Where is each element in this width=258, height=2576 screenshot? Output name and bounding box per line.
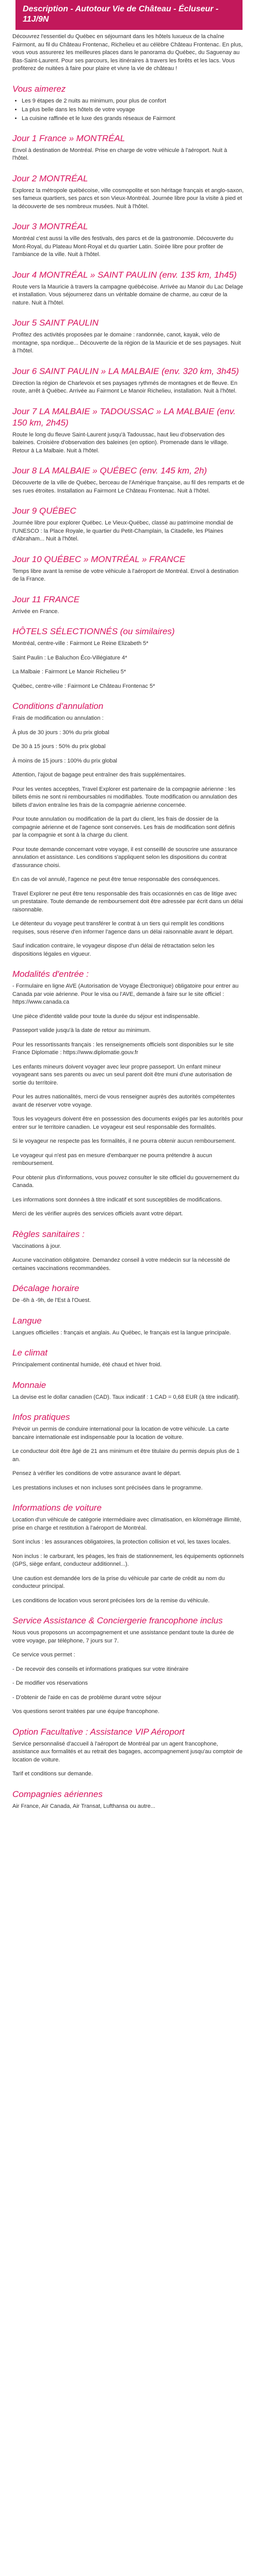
section-title: Jour 1 France » MONTRÉAL — [12, 133, 125, 143]
section-paragraph: - Formulaire en ligne AVE (Autorisation de Voyage Électronique) obligatoire pour entrer au Canada par voie aérienne. Pour le visa ou l'AVE, demande à faire sur le site officiel : https://www.canada.ca — [12, 983, 239, 1005]
section-paragraph: - De modifier vos réservations — [12, 1680, 88, 1686]
section-paragraph: De 30 à 15 jours : 50% du prix global — [12, 743, 106, 750]
section-paragraph: Vaccinations à jour. — [12, 1243, 61, 1249]
section-paragraph: Attention, l'ajout de bagage peut entraîner des frais supplémentaires. — [12, 772, 186, 778]
section-paragraph: Les enfants mineurs doivent voyager avec leur propre passeport. Un enfant mineur voyageant sans ses parents ou avec un seul parent doit être muni d'une autorisation de sortie du territoire. — [12, 1063, 232, 1086]
section-title: Monnaie — [12, 1380, 46, 1390]
section-paragraph: Le conducteur doit être âgé de 21 ans minimum et être titulaire du permis depuis plus de 1 an. — [12, 1448, 240, 1463]
section-paragraph: Merci de les vérifier auprès des services officiels avant votre départ. — [12, 1211, 183, 1217]
section-paragraph: Air France, Air Canada, Air Transat, Lufthansa ou autre... — [12, 1803, 155, 1809]
section-paragraph: - De recevoir des conseils et informations pratiques sur votre itinéraire — [12, 1666, 189, 1672]
section-title: Règles sanitaires : — [12, 1229, 85, 1239]
section-paragraph: Montréal, centre-ville : Fairmont Le Reine Elizabeth 5* — [12, 640, 149, 647]
section-paragraph: Québec, centre-ville : Fairmont Le Château Frontenac 5* — [12, 683, 155, 689]
section-title: Compagnies aériennes — [12, 1789, 103, 1799]
section-paragraph: Vos questions seront traitées par une équipe francophone. — [12, 1708, 159, 1715]
section-title: Jour 7 LA MALBAIE » TADOUSSAC » LA MALBAIE (env. 150 km, 2h45) — [12, 406, 236, 428]
header-title: Description - Autotour Vie de Château - Écluseur - 11J/9N — [23, 5, 219, 24]
section-paragraph: Les informations sont données à titre indicatif et sont susceptibles de modifications. — [12, 1196, 222, 1203]
section-title: Le climat — [12, 1348, 48, 1358]
section-paragraph: Explorez la métropole québécoise, ville cosmopolite et son héritage français et anglo-saxon, ses fameux quartiers, ses parcs et son Vieux-Montréal. Journée libre pour la visite à pied et la découverte de ses nombreux musées. Nuit à l'hôtel. — [12, 187, 244, 210]
section-paragraph: Le voyageur qui n'est pas en mesure d'embarquer ne pourra prétendre à aucun remboursement. — [12, 1152, 213, 1166]
section-paragraph: Montréal c'est aussi la ville des festivals, des parcs et de la gastronomie. Découverte du Mont-Royal, du Plateau Mont-Royal et du quartier Latin. Soirée libre pour profiter de l'ambiance de la ville. Nuit à l'hôtel. — [12, 235, 234, 258]
list-item: • Les 9 étapes de 2 nuits au minimum, pour plus de confort — [22, 97, 245, 105]
section-title: Conditions d'annulation — [12, 701, 104, 711]
section-paragraph: Langues officielles : français et anglais. Au Québec, le français est la langue principale. — [12, 1329, 231, 1336]
section-paragraph: Les prestations incluses et non incluses sont précisées dans le programme. — [12, 1484, 203, 1491]
section-paragraph: - D'obtenir de l'aide en cas de problème durant votre séjour — [12, 1694, 162, 1701]
section-title: Vous aimerez — [12, 83, 66, 94]
section-paragraph: La Malbaie : Fairmont Le Manoir Richelieu 5* — [12, 669, 126, 675]
section-paragraph: Travel Explorer ne peut être tenu responsable des frais occasionnés en cas de litige avec un prestataire. Toute demande de remboursement doit être adressée par écrit dans un délai raisonnable. — [12, 890, 243, 913]
section-paragraph: Direction la région de Charlevoix et ses paysages rythmés de montagnes et de fleuve. En route, arrêt à Québec. Arrivée au Fairmont Le Manoir Richelieu, installation. Nuit à l'hôtel. — [12, 380, 237, 394]
list-item: • La cuisine raffinée et le luxe des grands réseaux de Fairmont — [22, 115, 245, 123]
section-paragraph: Frais de modification ou annulation : — [12, 715, 104, 721]
section-paragraph: Pour les ventes acceptées, Travel Explorer est partenaire de la compagnie aérienne : les billets émis ne sont ni remboursables ni modifiables. Toute modification ou annulation des billets d'avion entraîne les frais de la compagnie aérienne concernée. — [12, 786, 237, 808]
section-paragraph: À moins de 15 jours : 100% du prix global — [12, 757, 118, 764]
section-title: Jour 10 QUÉBEC » MONTRÉAL » FRANCE — [12, 554, 186, 564]
section-paragraph: Tous les voyageurs doivent être en possession des documents exigés par les autorités pour entrer sur le territoire canadien. Le voyageur est seul responsable des formalités. — [12, 1116, 243, 1130]
section-paragraph: Pour obtenir plus d'informations, vous pouvez consulter le site officiel du gouvernement du Canada. — [12, 1174, 239, 1189]
section-paragraph: Journée libre pour explorer Québec. Le Vieux-Québec, classé au patrimoine mondial de l'UNESCO : la Place Royale, le quartier du Petit-Champlain, la Citadelle, les Plaines d'Abraham... Nuit à l'hôtel. — [12, 520, 233, 542]
section-paragraph: Pour les autres nationalités, merci de vous renseigner auprès des autorités compétentes avant de réserver votre voyage. — [12, 1094, 235, 1108]
section-title: Service Assistance & Conciergerie francophone inclus — [12, 1616, 223, 1625]
section-paragraph: Principalement continental humide, été chaud et hiver froid. — [12, 1362, 162, 1368]
section-title: Infos pratiques — [12, 1412, 70, 1422]
section-paragraph: Pour toute demande concernant votre voyage, il est conseillé de souscrire une assurance annulation et assistance. Les conditions s'appliquent selon les dispositions du contrat d'assurance choisi. — [12, 846, 237, 869]
section-title: Décalage horaire — [12, 1283, 79, 1293]
section-title: Informations de voiture — [12, 1503, 102, 1513]
section-title: Jour 8 LA MALBAIE » QUÉBEC (env. 145 km, 2h) — [12, 466, 207, 476]
section-title: Langue — [12, 1315, 42, 1326]
section-paragraph: Temps libre avant la remise de votre véhicule à l'aéroport de Montréal. Envol à destination de la France. — [12, 568, 239, 582]
section-title: Jour 5 SAINT PAULIN — [12, 318, 99, 328]
section-paragraph: Ce service vous permet : — [12, 1652, 75, 1658]
section-paragraph: Une caution est demandée lors de la prise du véhicule par carte de crédit au nom du conducteur principal. — [12, 1575, 225, 1589]
section-paragraph: Découverte de la ville de Québec, berceau de l'Amérique française, au fil des remparts et de ses rues étroites. Installation au Fairmont Le Château Frontenac. Nuit à l'hôtel. — [12, 480, 245, 494]
section-paragraph: Profitez des activités proposées par le domaine : randonnée, canot, kayak, vélo de montagne, spa nordique... Découverte de la région de la Mauricie et de ses paysages. Nuit à l'hôtel. — [12, 332, 241, 354]
section-title: Jour 2 MONTRÉAL — [12, 173, 88, 183]
section-paragraph: Saint Paulin : Le Baluchon Éco-Villégiature 4* — [12, 654, 127, 661]
page-header — [15, 0, 243, 30]
section-title: Jour 6 SAINT PAULIN » LA MALBAIE (env. 320 km, 3h45) — [12, 366, 239, 376]
section-paragraph: Route vers la Mauricie à travers la campagne québécoise. Arrivée au Manoir du Lac Delage et installation. Vous séjournerez dans un véritable domaine de charme, au cœur de la nature. Nuit à l'hôtel. — [12, 283, 243, 306]
section-paragraph: Pensez à vérifier les conditions de votre assurance avant le départ. — [12, 1470, 182, 1477]
section-title: Jour 3 MONTRÉAL — [12, 222, 88, 231]
section-paragraph: Sont inclus : les assurances obligatoires, la protection collision et vol, les taxes locales. — [12, 1539, 231, 1545]
section-paragraph: Arrivée en France. — [12, 608, 59, 615]
section-paragraph: De -6h à -9h, de l'Est à l'Ouest. — [12, 1297, 91, 1303]
section-title: Jour 4 MONTRÉAL » SAINT PAULIN (env. 135 km, 1h45) — [12, 269, 237, 280]
section-paragraph: Non inclus : le carburant, les péages, les frais de stationnement, les équipements optionnels (GPS, siège enfant, conducteur additionnel...). — [12, 1553, 244, 1567]
section-paragraph: Prévoir un permis de conduire international pour la location de votre véhicule. La carte bancaire internationale est indispensable pour la location de voiture. — [12, 1426, 229, 1440]
section-paragraph: Si le voyageur ne respecte pas les formalités, il ne pourra obtenir aucun remboursement. — [12, 1138, 236, 1144]
section-paragraph: Nous vous proposons un accompagnement et une assistance pendant toute la durée de votre voyage, par téléphone, 7 jours sur 7. — [12, 1630, 234, 1644]
section-paragraph: La devise est le dollar canadien (CAD). Taux indicatif : 1 CAD = 0,68 EUR (à titre indicatif). — [12, 1394, 240, 1400]
section-paragraph: Les conditions de location vous seront précisées lors de la remise du véhicule. — [12, 1597, 210, 1604]
section-title: Jour 9 QUÉBEC — [12, 506, 76, 516]
section-paragraph: Aucune vaccination obligatoire. Demandez conseil à votre médecin sur la nécessité de certaines vaccinations recommandées. — [12, 1257, 230, 1272]
section-paragraph: Le détenteur du voyage peut transférer le contrat à un tiers qui remplit les conditions requises, sous réserve d'en informer l'agence dans un délai raisonnable avant le départ. — [12, 921, 234, 935]
section-title: Jour 11 FRANCE — [12, 594, 80, 604]
section-paragraph: Une pièce d'identité valide pour toute la durée du séjour est indispensable. — [12, 1013, 200, 1020]
list-item: • La plus belle dans les hôtels de votre voyage — [22, 106, 245, 114]
section-paragraph: Découvrez l'essentiel du Québec en séjournant dans les hôtels luxueux de la chaîne Fairmont, au fil du Château Frontenac, Richelieu et au célèbre Château Frontenac. En plus, vous vous assurerez les meilleures places dans le panorama du Québec, du Saguenay au Bas-Saint-Laurent. Pour ses parcours, les itinéraires à travers les forêts et les lacs. Vous profiterez de nuitées à faire pour plaire et vivre la vie de château ! — [12, 33, 243, 72]
section-paragraph: À plus de 30 jours : 30% du prix global — [12, 729, 109, 736]
section-paragraph: Location d'un véhicule de catégorie intermédiaire avec climatisation, en kilométrage illimité, prise en charge et restitution à l'aéroport de Montréal. — [12, 1517, 241, 1531]
section-paragraph: Route le long du fleuve Saint-Laurent jusqu'à Tadoussac, haut lieu d'observation des baleines. Croisière d'observation des baleines (en option). Promenade dans le village. Retour à La Malbaie. Nuit à l'hôtel. — [12, 431, 229, 454]
section-list — [22, 97, 245, 123]
section-paragraph: Pour les ressortissants français : les renseignements officiels sont disponibles sur le site France Diplomatie : https://www.diplomatie.gouv.fr — [12, 1041, 234, 1056]
description-content — [0, 30, 258, 1810]
section-paragraph: Pour toute annulation ou modification de la part du client, les frais de dossier de la compagnie aérienne et de l'agence sont conservés. Les frais de modification sont définis par la compagnie et sont à la charge du client. — [12, 816, 235, 838]
section-paragraph: Service personnalisé d'accueil à l'aéroport de Montréal par un agent francophone, assistance aux formalités et au retrait des bagages, accompagnement jusqu'au comptoir de location de voiture. — [12, 1740, 243, 1763]
section-paragraph: Sauf indication contraire, le voyageur dispose d'un délai de rétractation selon les dispositions légales en vigueur. — [12, 943, 215, 957]
section-title: HÔTELS SÉLECTIONNÉS (ou similaires) — [12, 626, 175, 636]
section-paragraph: En cas de vol annulé, l'agence ne peut être tenue responsable des conséquences. — [12, 876, 220, 883]
section-title: Option Facultative : Assistance VIP Aéroport — [12, 1726, 185, 1737]
section-title: Modalités d'entrée : — [12, 969, 89, 979]
section-paragraph: Envol à destination de Montréal. Prise en charge de votre véhicule à l'aéroport. Nuit à l'hôtel. — [12, 147, 228, 161]
section-paragraph: Tarif et conditions sur demande. — [12, 1771, 93, 1777]
section-paragraph: Passeport valide jusqu'à la date de retour au minimum. — [12, 1027, 151, 1033]
